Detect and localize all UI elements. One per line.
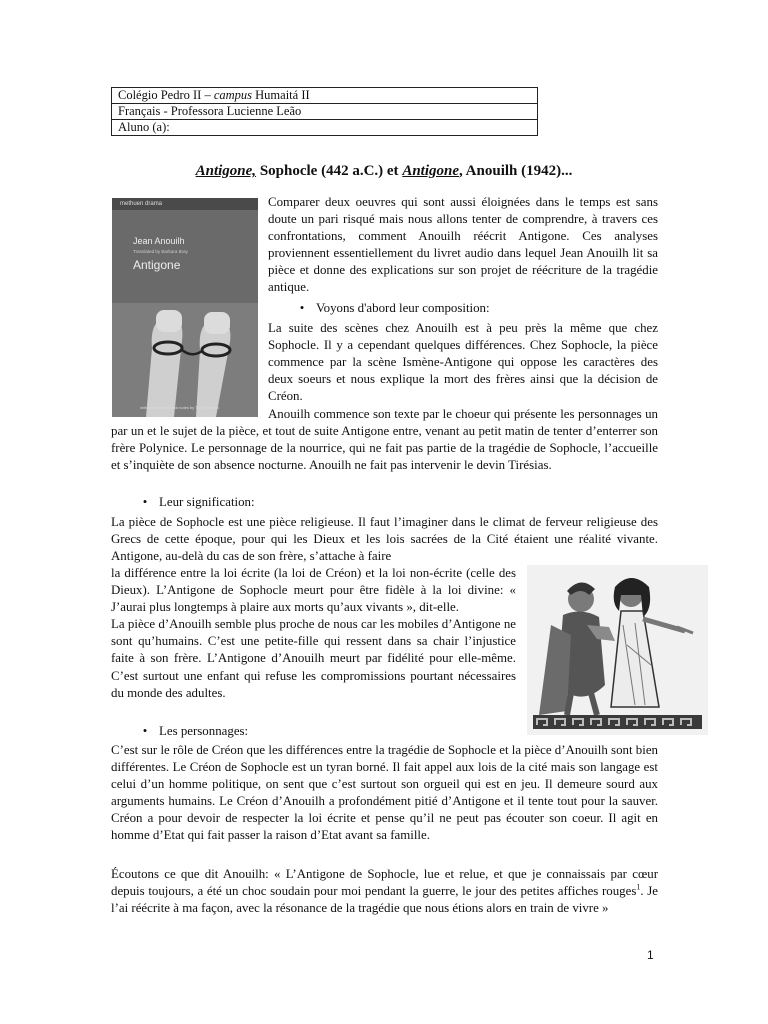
bullet-personnages: • Les personnages: — [131, 723, 248, 740]
book-cover-image — [112, 198, 258, 417]
cover-top-band: methuen drama — [120, 201, 163, 207]
header-course: Français - Professora Lucienne Leão — [112, 104, 538, 120]
header-school: Colégio Pedro II – campus Humaitá II — [112, 88, 538, 104]
cover-footer: with commentary and notes by Ted Freeman — [140, 405, 219, 410]
page-number: 1 — [647, 948, 654, 962]
quote-paragraph: Écoutons ce que dit Anouilh: « L’Antigone de Sophocle, lue et relue, et que je connaissais par cœur depuis toujours, a été un choc soudain pour moi pendant la guerre, le jour des petites affiches rouges$^1$. Je l’ai réécrite à ma façon, avec la résonance de la tragédie que nous étions alors en train de vivre » — [111, 867, 659, 916]
bullet-dot: • — [142, 724, 148, 738]
composition-paragraph: La suite des scènes chez Anouilh est à peu près la même que chez Sophocle. Il y a cependant quelques différences. Chez Sophocle, la pièce commence par la scène Ismène-Antigone qui oppose les caractères des deux soeurs et nous explique la mort des frères ainsi que la décision de Créon. — [268, 321, 658, 404]
bullet-dot: • — [299, 301, 305, 315]
bullet-composition: • Voyons d'abord leur composition: — [288, 300, 490, 317]
personnages-paragraph: C’est sur le rôle de Créon que les différences entre la tragédie de Sophocle et la pièce d’Anouilh sont bien différentes. Le Créon de Sophocle est un tyran borné. Il fait appel aux lois de la cité mais son langage est celui d’un homme politique, on sent que c’est surtout son orgueil qui est en jeu. Il demeure sourd aux arguments humains. Le Créon d’Anouilh a profondément pitié d’Antigone et il tente tout pour la sauver. Créon a pour devoir de respecter la loi écrite et pense qu’il ne peut pas écouter son coeur. Il agit en homme d’Etat qui fait passer la raison d’Etat avant sa famille. — [111, 743, 658, 843]
signification-paragraph-2: la différence entre la loi écrite (la loi de Créon) et la loi non-écrite (celle des Dieux). L’Antigone de Sophocle meurt pour être fidèle à la loi divine: « J’aurai plus longtemps à plaire aux morts qu’aux vivants », dit-elle. La pièce d’Anouilh semble plus proche de nous car les mobiles d’Antigone ne sont qu’humains. C’est une petite-fille qui ressent dans sa chair l’injustice faite à son frère. L’Antigone d’Anouilh meurt par fidélité pour elle-même. C’est surtout une enfant qui refuse les compromissions pourtant nécessaires du monde des adultes. — [111, 566, 516, 700]
signification-paragraph: La pièce de Sophocle est une pièce religieuse. Il faut l’imaginer dans le climat de ferveur religieuse des Grecs de cette époque, pour qui les Dieux et les lois sacrées de la Cité étaient une réalité vivante. Antigone, au-delà du cas de son frère, s’attache à faire — [111, 515, 658, 564]
page-title: Antigone, Sophocle (442 a.C.) et Antigone, Anouilh (1942)... — [195, 163, 573, 179]
intro-paragraph: Comparer deux oeuvres qui sont aussi éloignées dans le temps est sans doute un pari risqué mais nous allons tenter de comprendre, à travers ces confrontations, comment Anouilh réécrit Antigone. Ces analyses proviennent essentiellement du livret audio dans lequel Jean Anouilh lit sa pièce et donne des explications sur son projet de réécriture de la tragédie antique. — [268, 195, 658, 295]
cover-title: Antigone — [133, 258, 181, 272]
header-student: Aluno (a): — [112, 120, 538, 136]
cover-subtitle: Translated by Barbara Bray — [133, 249, 188, 254]
greek-illustration-image — [527, 565, 708, 735]
composition-paragraph-2: Anouilh commence son texte par le choeur qui présente les personnages un par un et le sujet de la pièce, et tout de suite Antigone entre, venant au petit matin de tenter d’enterrer son frère Polynice. Le personnage de la nourrice, qui ne fait pas partie de la tragédie de Sophocle, l’accueille et s’inquiète de son absence nocturne. Anouilh ne fait pas intervenir le devin Tirésias. — [111, 407, 658, 473]
bullet-signification: • Leur signification: — [131, 494, 255, 511]
footnote-ref[interactable]: 1 — [636, 882, 641, 892]
bullet-dot: • — [142, 495, 148, 509]
cover-author: Jean Anouilh — [133, 236, 185, 246]
header-table — [111, 87, 538, 136]
